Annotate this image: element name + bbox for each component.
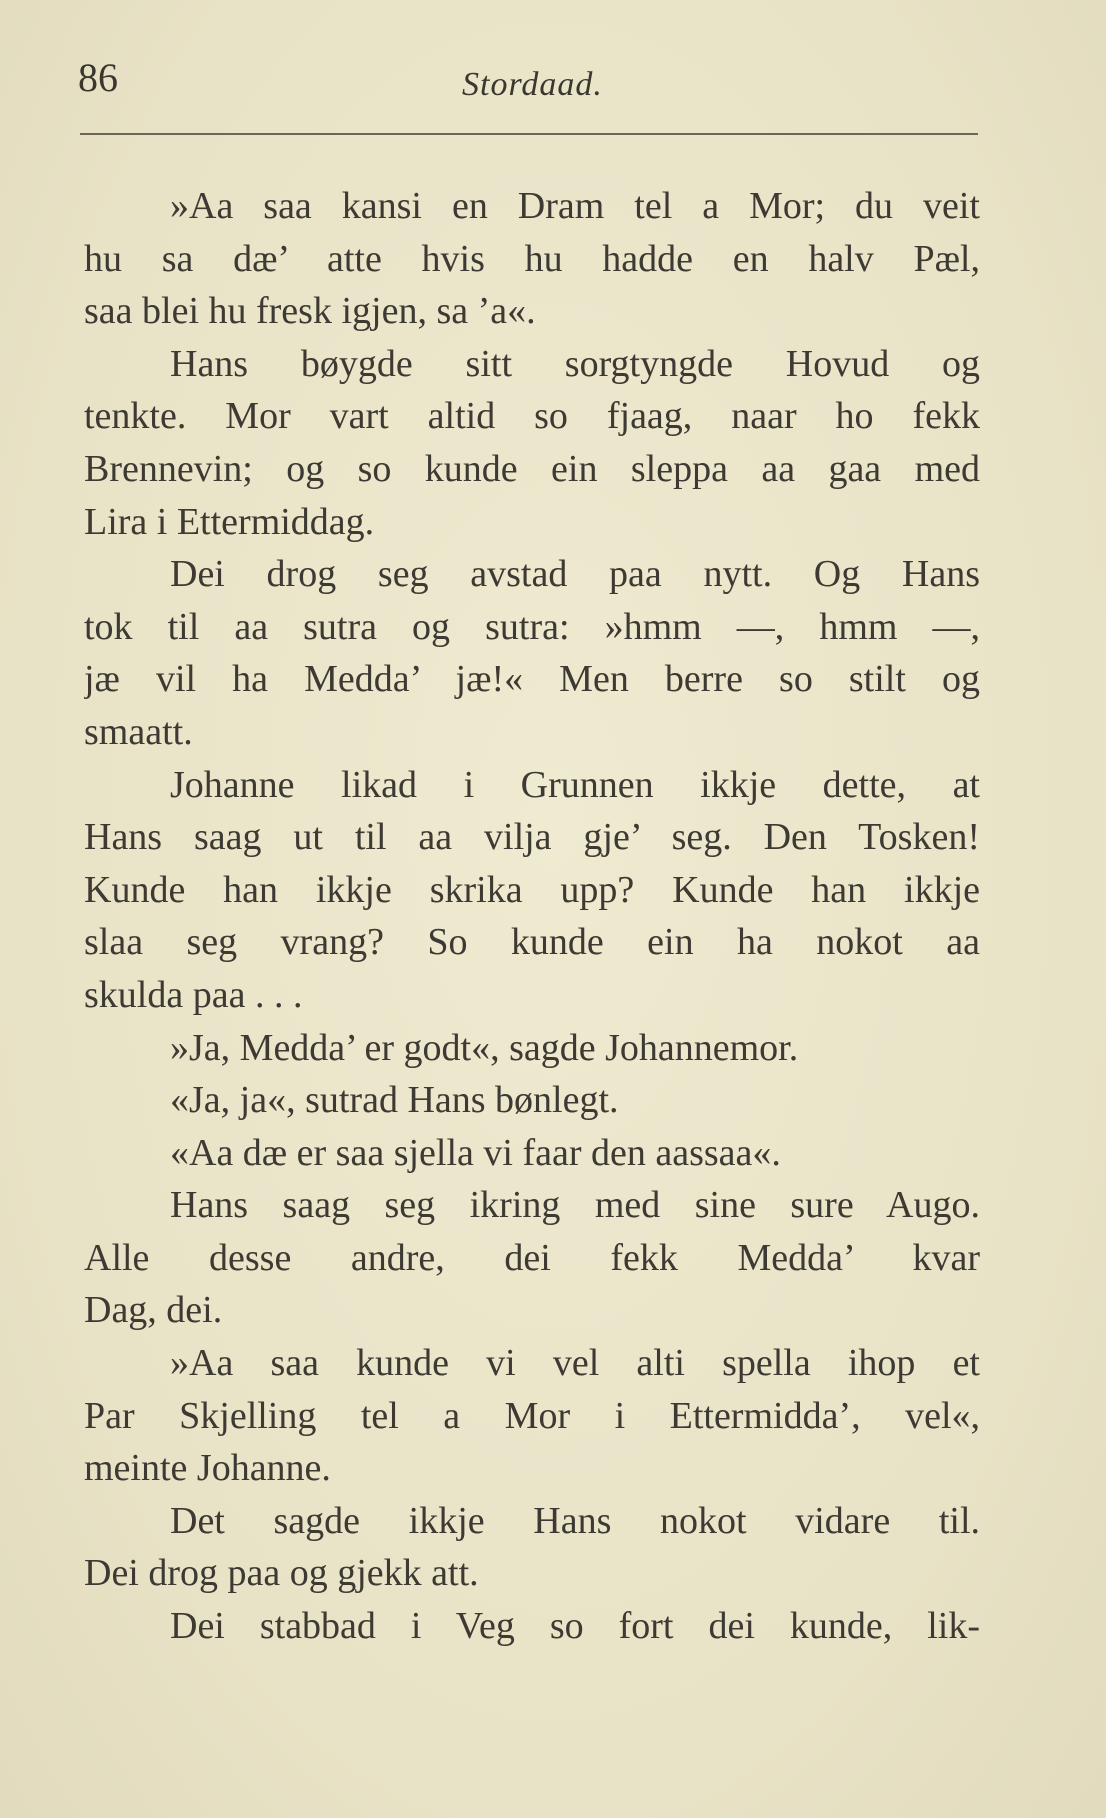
- text-line: Dei drog paa og gjekk att.: [84, 1552, 479, 1595]
- text-line: »Ja, Medda’ er godt«, sagde Johannemor.: [170, 1026, 799, 1069]
- text-line: Hans bøygde sitt sorgtyngde Hovud og: [170, 342, 980, 385]
- text-line: hu sa dæ’ atte hvis hu hadde en halv Pæl,: [84, 237, 980, 280]
- text-line: Hans saag seg ikring med sine sure Augo.: [170, 1184, 980, 1227]
- text-line: Alle desse andre, dei fekk Medda’ kvar: [84, 1236, 980, 1279]
- text-line: Dei drog seg avstad paa nytt. Og Hans: [170, 553, 980, 596]
- text-line: «Ja, ja«, sutrad Hans bønlegt.: [170, 1079, 619, 1122]
- text-line: smaatt.: [84, 710, 193, 753]
- text-line: «Aa dæ er saa sjella vi faar den aassaa«.: [170, 1131, 781, 1174]
- text-line: jæ vil ha Medda’ jæ!« Men berre so stilt og: [84, 658, 980, 701]
- text-line: slaa seg vrang? So kunde ein ha nokot aa: [84, 921, 980, 964]
- text-line: skulda paa . . .: [84, 973, 303, 1016]
- text-line: Brennevin; og so kunde ein sleppa aa gaa med: [84, 447, 980, 490]
- text-line: Lira i Ettermiddag.: [84, 500, 375, 543]
- running-title: Stordaad.: [462, 66, 603, 103]
- text-line: saa blei hu fresk igjen, sa ’a«.: [84, 290, 536, 333]
- text-line: »Aa saa kansi en Dram tel a Mor; du veit: [170, 185, 980, 227]
- page-number: 86: [78, 55, 118, 100]
- text-line: »Aa saa kunde vi vel alti spella ihop et: [170, 1342, 980, 1385]
- header-rule: [80, 133, 978, 135]
- text-line: meinte Johanne.: [84, 1447, 331, 1490]
- text-line: Kunde han ikkje skrika upp? Kunde han ikkje: [84, 868, 980, 911]
- text-line: tok til aa sutra og sutra: »hmm —, hmm —,: [84, 605, 980, 648]
- body-text: [84, 180, 980, 1653]
- text-line: Johanne likad i Grunnen ikkje dette, at: [170, 763, 980, 806]
- text-line: Dag, dei.: [84, 1289, 223, 1332]
- text-line: Hans saag ut til aa vilja gje’ seg. Den Tosken!: [84, 816, 980, 859]
- text-line: tenkte. Mor vart altid so fjaag, naar ho fekk: [84, 395, 980, 438]
- text-line: Det sagde ikkje Hans nokot vidare til.: [170, 1499, 980, 1542]
- text-line: Par Skjelling tel a Mor i Ettermidda’, vel«,: [84, 1394, 980, 1437]
- text-line: Dei stabbad i Veg so fort dei kunde, lik-: [170, 1605, 980, 1648]
